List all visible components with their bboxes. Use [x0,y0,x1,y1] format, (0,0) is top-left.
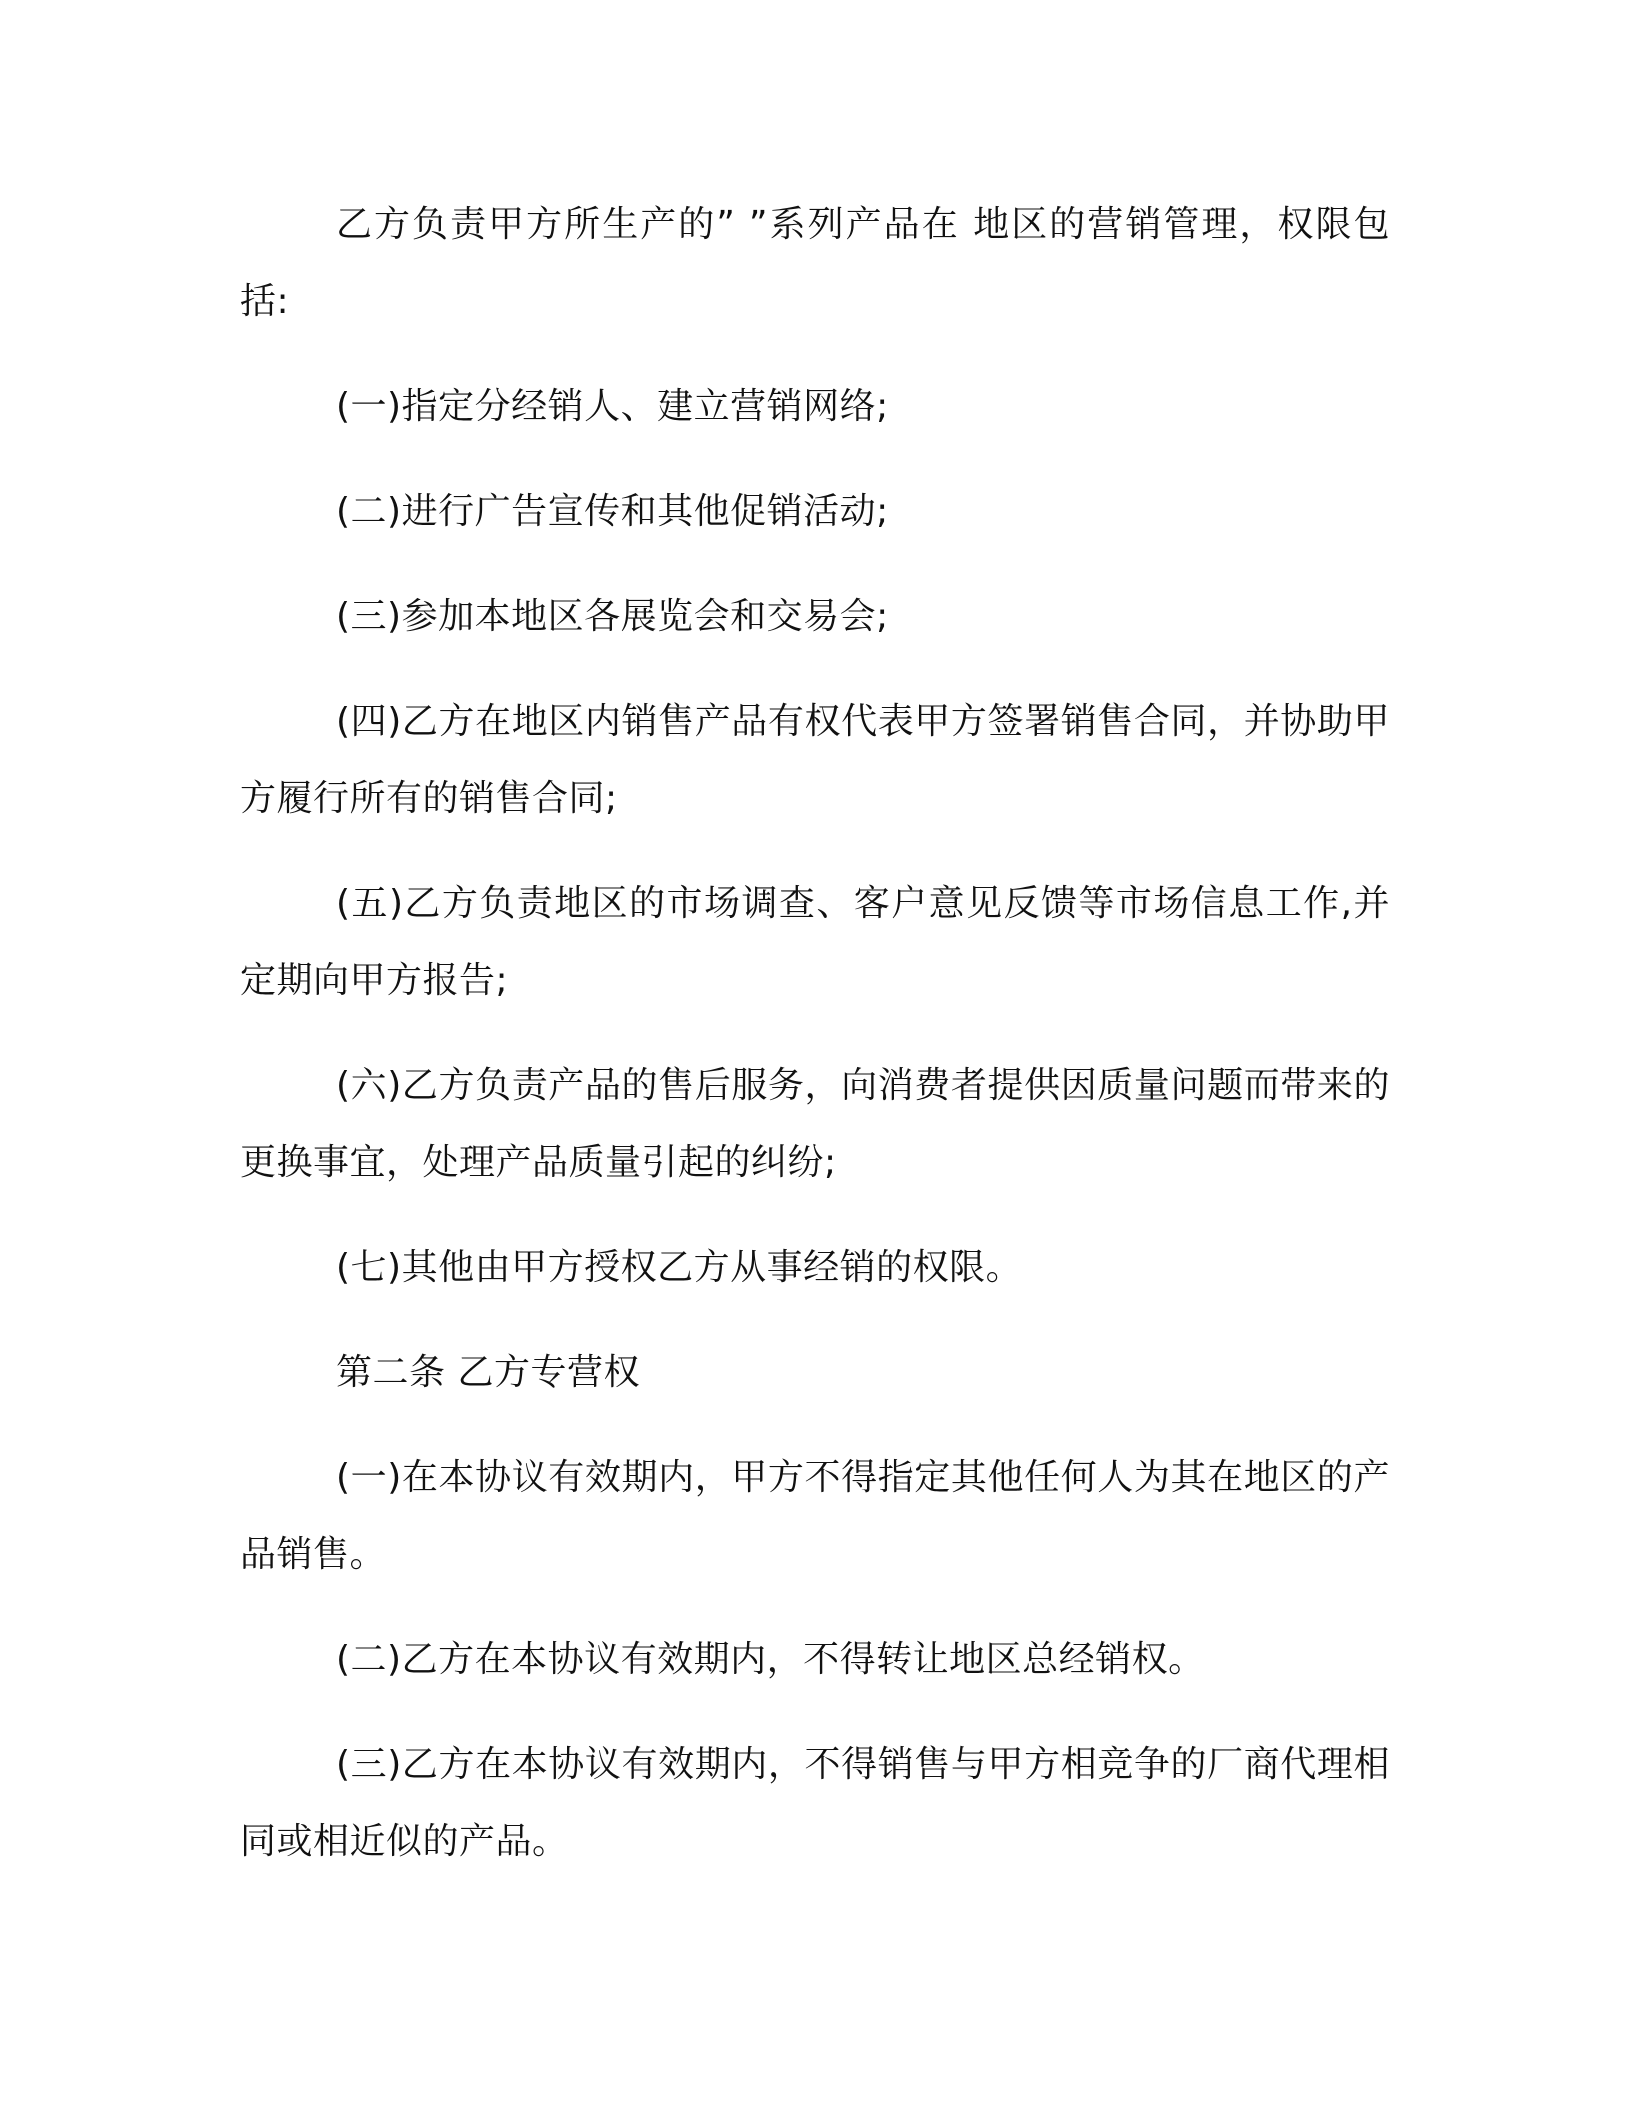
paragraph-item-7: (七)其他由甲方授权乙方从事经销的权限。 [336,1247,1023,1288]
paragraph-item-4: (四)乙方在地区内销售产品有权代表甲方签署销售合同，并协助甲方履行所有的销售合同; [240,701,1390,819]
paragraph-exclusive-1: (一)在本协议有效期内，甲方不得指定其他任何人为其在地区的产品销售。 [240,1457,1390,1575]
paragraph-exclusive-2: (二)乙方在本协议有效期内，不得转让地区总经销权。 [336,1639,1205,1680]
document-body [240,186,1390,1880]
paragraph-scope-intro: 乙方负责甲方所生产的” ”系列产品在 地区的营销管理，权限包括: [240,204,1390,322]
paragraph-item-1: (一)指定分经销人、建立营销网络; [336,386,889,427]
section-heading-article-2: 第二条 乙方专营权 [336,1352,640,1393]
paragraph-item-3: (三)参加本地区各展览会和交易会; [336,596,889,637]
paragraph-item-5: (五)乙方负责地区的市场调查、客户意见反馈等市场信息工作,并定期向甲方报告; [240,883,1390,1001]
paragraph-exclusive-3: (三)乙方在本协议有效期内，不得销售与甲方相竞争的厂商代理相同或相近似的产品。 [240,1744,1390,1862]
paragraph-item-6: (六)乙方负责产品的售后服务，向消费者提供因质量问题而带来的更换事宜，处理产品质量引起的纠纷; [240,1065,1390,1183]
paragraph-item-2: (二)进行广告宣传和其他促销活动; [336,491,889,532]
